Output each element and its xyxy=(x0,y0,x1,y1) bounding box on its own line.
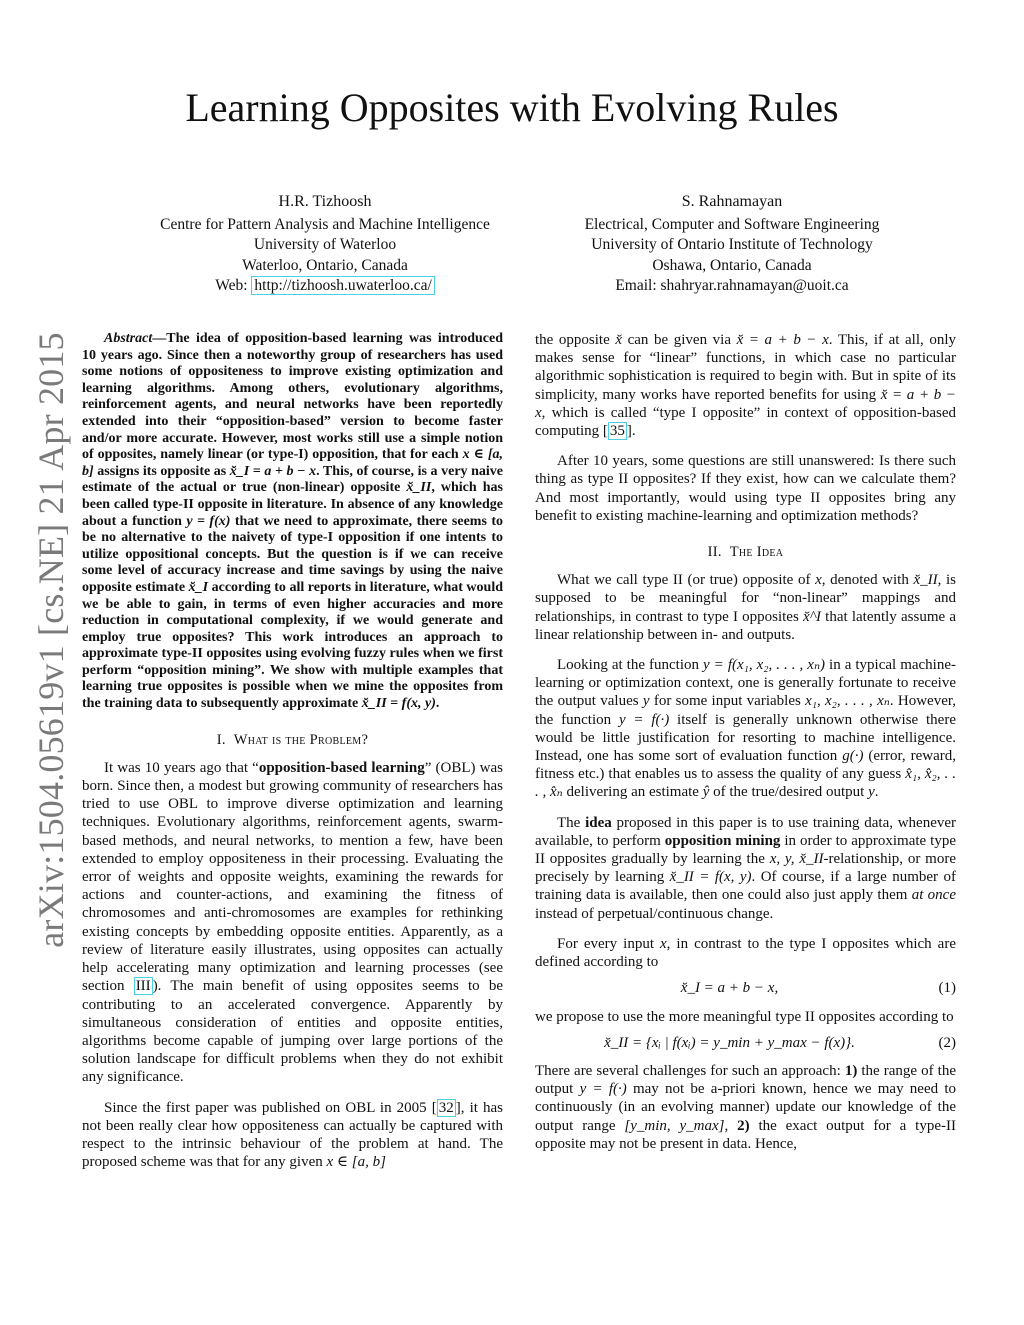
body-paragraph: After 10 years, some questions are still unanswered: Is there such thing as type II opposites? If they exist, how can we calculate them? And most importantly, would using type II opposites bring any benefit to existing machine-learning and optimization methods? xyxy=(535,453,956,524)
paper-title: Learning Opposites with Evolving Rules xyxy=(185,85,839,130)
author-affiliation-line: Waterloo, Ontario, Canada xyxy=(242,256,408,274)
body-paragraph: Looking at the function y = f(x₁, x₂, . . . , xₙ) in a typical machine-learning or optimization context, one is generally fortunate to receive the output values y for some input variables x₁, x₂, . . . , xₙ. However, the function y = f(·) itself is generally unknown otherwise there would be little justification for resorting to machine intelligence. Instead, one has some sort of evaluation function g(·) (error, reward, fitness etc.) that enables us to assess the quality of any guess x̂₁, x̂₂, . . . , x̂ₙ delivering an estimate ŷ of the true/desired output y. xyxy=(535,657,957,801)
left-column xyxy=(82,331,503,1183)
body-paragraph: There are several challenges for such an approach: 1) the range of the output y = f(·) may not be a-priori known, hence we may need to continuously (in an evolving manner) update our knowledge of the output range [y_min, y_max], 2) the exact output for a type-II opposite may not be present in data. Hence, xyxy=(535,1062,957,1152)
body-paragraph: The idea proposed in this paper is to use training data, whenever available, to perform opposition mining in order to approximate type II opposites gradually by learning the x, y, x̆_II-relationship, or more precisely by learning x̆_II = f(x, y). Of course, if a large number of training data is available, then one could also just apply them at once instead of perpetual/continuous change. xyxy=(535,814,957,922)
author-block-1 xyxy=(120,192,530,297)
author-name: S. Rahnamayan xyxy=(681,193,783,210)
equation-2 xyxy=(535,1034,956,1052)
body-paragraph: Since the first paper was published on OBL in 2005 [ 32 ], it has not been really clear how oppositeness can actually be captured with respect to the intrinsic behaviour of the problem at hand. The proposed scheme was that for any given x ∈ [a, b] xyxy=(82,1099,503,1171)
web-label: Web: xyxy=(215,277,252,295)
equation-1 xyxy=(535,979,956,997)
section-heading-2: II. The Idea xyxy=(707,544,784,561)
abstract: Abstract—The idea of opposition-based learning was introduced 10 years ago. Since then a noteworthy group of researchers has used some notions of oppositeness to improve existing optimization and learning algorithms. Among others, evolutionary algorithms, reinforcement agents, and neural networks have been reportedly extended into their “opposition-based” version to become faster and/or more accurate. However, most works still use a simple notion of opposites, namely linear (or type-I) opposition, that for each x ∈ [a, b] assigns its opposite as x̆_I = a + b − x. This, of course, is a very naive estimate of the actual or true (non-linear) opposite x̆_II, which has been called type-II opposite in literature. In absence of any knowledge about a function y = f(x) that we need to approximate, there seems to be no alternative to the naivety of type-I opposition if one intents to utilize oppositional concepts. But the question is if we can receive some level of accuracy increase and time savings by using the naive opposite estimate x̆_I according to all reports in literature, what would we be able to gain, in terms of even higher accuracies and more reduction in computational complexity, if we would generate and employ true opposites? This work introduces an approach to approximate type-II opposites using evolving fuzzy rules when we first perform “opposition mining”. We show with multiple examples that learning true opposites is possible when we mine the opposites from the training data to subsequently approximate x̆_II = f(x, y). xyxy=(82,331,503,712)
citation-link[interactable]: 35 xyxy=(609,423,625,440)
author-email: Email: shahryar.rahnamayan@uoit.ca xyxy=(615,277,849,295)
body-paragraph: the opposite x̆ can be given via x̆ = a + b − x. This, if at all, only makes sense for “linear” functions, in which case no particular algorithmic sophistication is required to begin with. But in spite of its simplicity, many works have reported benefits for using x̆ = a + b − x, which is called “type I opposite” in context of opposition-based computing [ 35 ]. xyxy=(535,332,957,440)
abstract-label: Abstract xyxy=(104,331,153,346)
right-column xyxy=(535,331,956,1165)
arxiv-identifier xyxy=(30,332,72,948)
author-block-2 xyxy=(527,192,937,297)
author-web xyxy=(120,276,530,297)
equation-expression: x̆_I = a + b − x, xyxy=(680,980,779,997)
body-paragraph: For every input x, in contrast to the type I opposites which are defined according to xyxy=(535,935,956,971)
section-heading-1: I. What is the Problem? xyxy=(216,731,369,748)
author-affiliation-line: Centre for Pattern Analysis and Machine Intelligence xyxy=(160,215,490,233)
body-paragraph: What we call type II (or true) opposite of x, denoted with x̆_II, is supposed to be meaningful for “non-linear” mappings and relationships, in contrast to type I opposites x̆^I that latently assume a linear relationship between in- and outputs. xyxy=(535,572,956,643)
arxiv-id-text: arXiv:1504.05619v1 [cs.NE] 21 Apr 2015 xyxy=(31,332,71,948)
author-affiliation-line: University of Ontario Institute of Technology xyxy=(591,236,873,254)
author-web-link[interactable]: http://tizhoosh.uwaterloo.ca/ xyxy=(251,276,434,295)
author-affiliation-line: Electrical, Computer and Software Engineering xyxy=(584,215,880,233)
author-affiliation-line: University of Waterloo xyxy=(253,236,397,254)
section-reference-link[interactable]: III xyxy=(135,978,151,995)
equation-number: (2) xyxy=(938,1034,956,1051)
equation-number: (1) xyxy=(938,980,956,997)
body-paragraph: It was 10 years ago that “opposition-based learning” (OBL) was born. Since then, a modest but growing community of researchers has tried to use OBL to improve diverse optimization and learning techniques. Evolutionary algorithms, reinforcement agents, swarm-based methods, and neural networks, to mention a few, have been extended to employ oppositeness in their processing. Evaluating the error of weights and opposite weights, examining the rewards for actions and counter-actions, and examining the fitness of chromosomes and anti-chromosomes are examples for rethinking existing concepts by embedding opposite entities. Apparently, as a review of literature easily illustrates, using opposites can actually help accelerating many optimization and learning processes (see section III ). The main benefit of using opposites seems to be contributing to an accelerated convergence. Apparently by simultaneous consideration of entities and opposite entities, algorithms become capable of jumping over large portions of the solution landscape for difficult problems when they do not exhibit any significance. xyxy=(82,759,503,1086)
author-name: H.R. Tizhoosh xyxy=(278,193,372,210)
author-affiliation-line: Oshawa, Ontario, Canada xyxy=(652,256,812,274)
citation-link[interactable]: 32 xyxy=(438,1099,454,1116)
body-paragraph: we propose to use the more meaningful type II opposites according to xyxy=(535,1008,954,1025)
equation-expression: x̆_II = {xᵢ | f(xᵢ) = y_min + y_max − f(x)}. xyxy=(604,1034,855,1051)
